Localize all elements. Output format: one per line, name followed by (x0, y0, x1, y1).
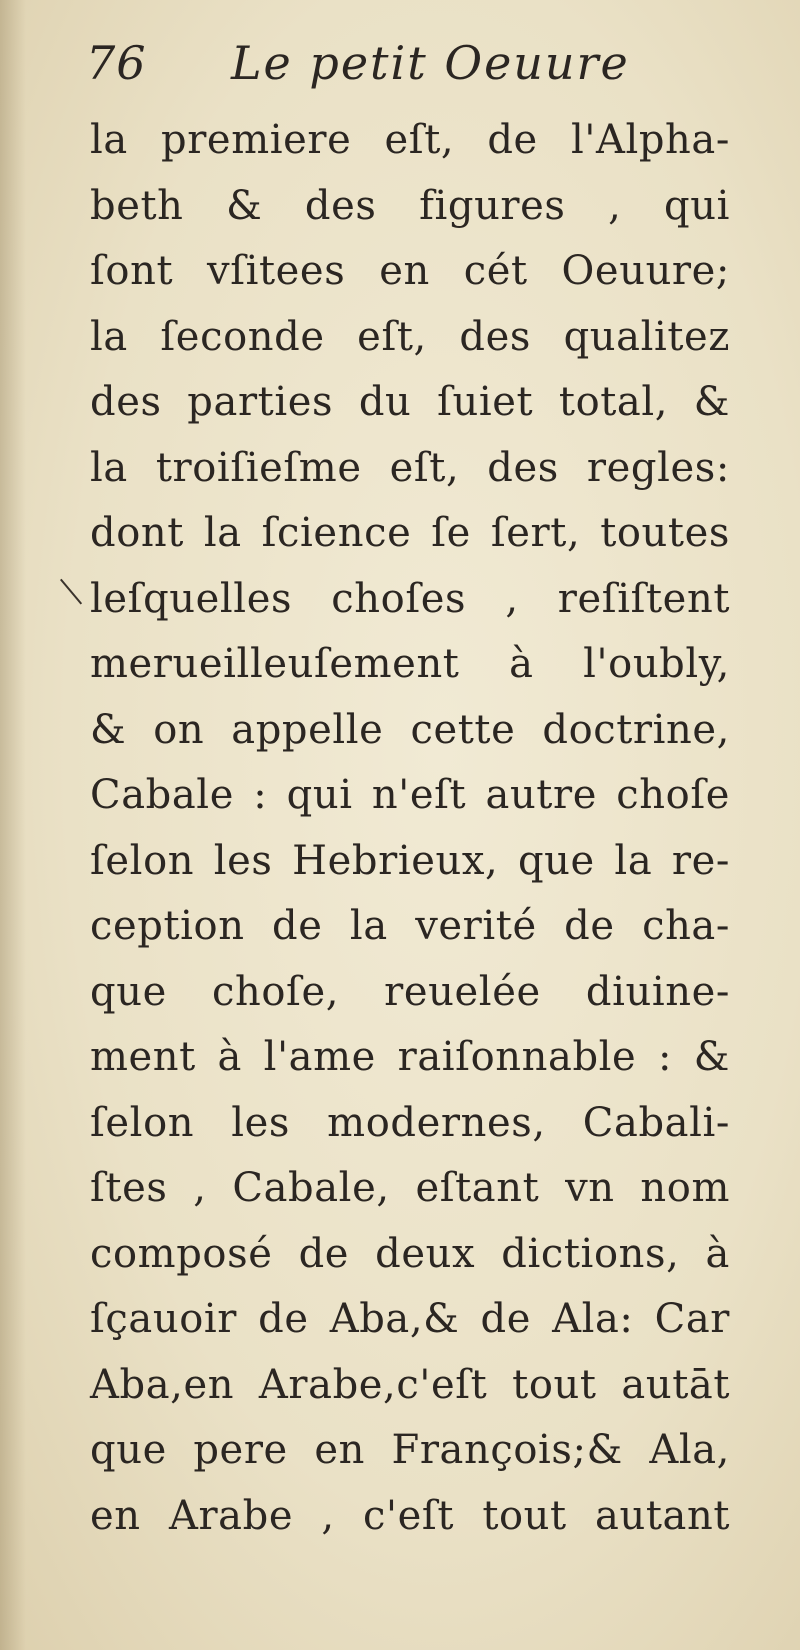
margin-mark (60, 579, 82, 605)
text-line: la troiſieſme eſt, des regles: (90, 444, 730, 491)
text-line: dont la ſcience ſe ſert, toutes (90, 510, 730, 556)
text-line: & on appelle cette doctrine, (90, 706, 730, 753)
text-line: ſçauoir de Aba,& de Ala: Car (90, 1296, 730, 1342)
text-line: beth & des figures , qui (90, 182, 730, 229)
text-line: Aba,en Arabe,c'eſt tout autāt (90, 1361, 730, 1408)
text-line: merueilleuſement à l'oubly, (90, 641, 730, 687)
text-line: que pere en François;& Ala, (90, 1427, 730, 1473)
text-line: en Arabe , c'eſt tout autant (90, 1492, 730, 1539)
text-line: ception de la verité de cha- (90, 903, 730, 949)
text-line: des parties du ſuiet total, & (90, 379, 730, 425)
text-line: Cabale : qui n'eſt autre choſe (90, 772, 730, 818)
text-line: composé de deux dictions, à (90, 1230, 730, 1277)
running-title: Le petit Oeuure (231, 36, 630, 90)
text-line: ſtes , Cabale, eſtant vn nom (90, 1165, 730, 1211)
text-line: ſelon les modernes, Cabali- (90, 1099, 730, 1146)
text-line: que choſe, reuelée diuine- (90, 968, 730, 1015)
text-line: ment à l'ame raiſonnable : & (90, 1034, 730, 1080)
text-line: leſquelles choſes , reſiſtent (90, 575, 730, 622)
page-number: 76 (86, 36, 147, 90)
page-header (86, 36, 630, 106)
text-line: ſont vſitees en cét Oeuure; (90, 248, 730, 294)
text-line: la ſeconde eſt, des qualitez (90, 313, 730, 360)
body-text (90, 108, 730, 1549)
text-line: ſelon les Hebrieux, que la re- (90, 837, 730, 884)
text-line: la premiere eſt, de l'Alpha- (90, 117, 730, 163)
